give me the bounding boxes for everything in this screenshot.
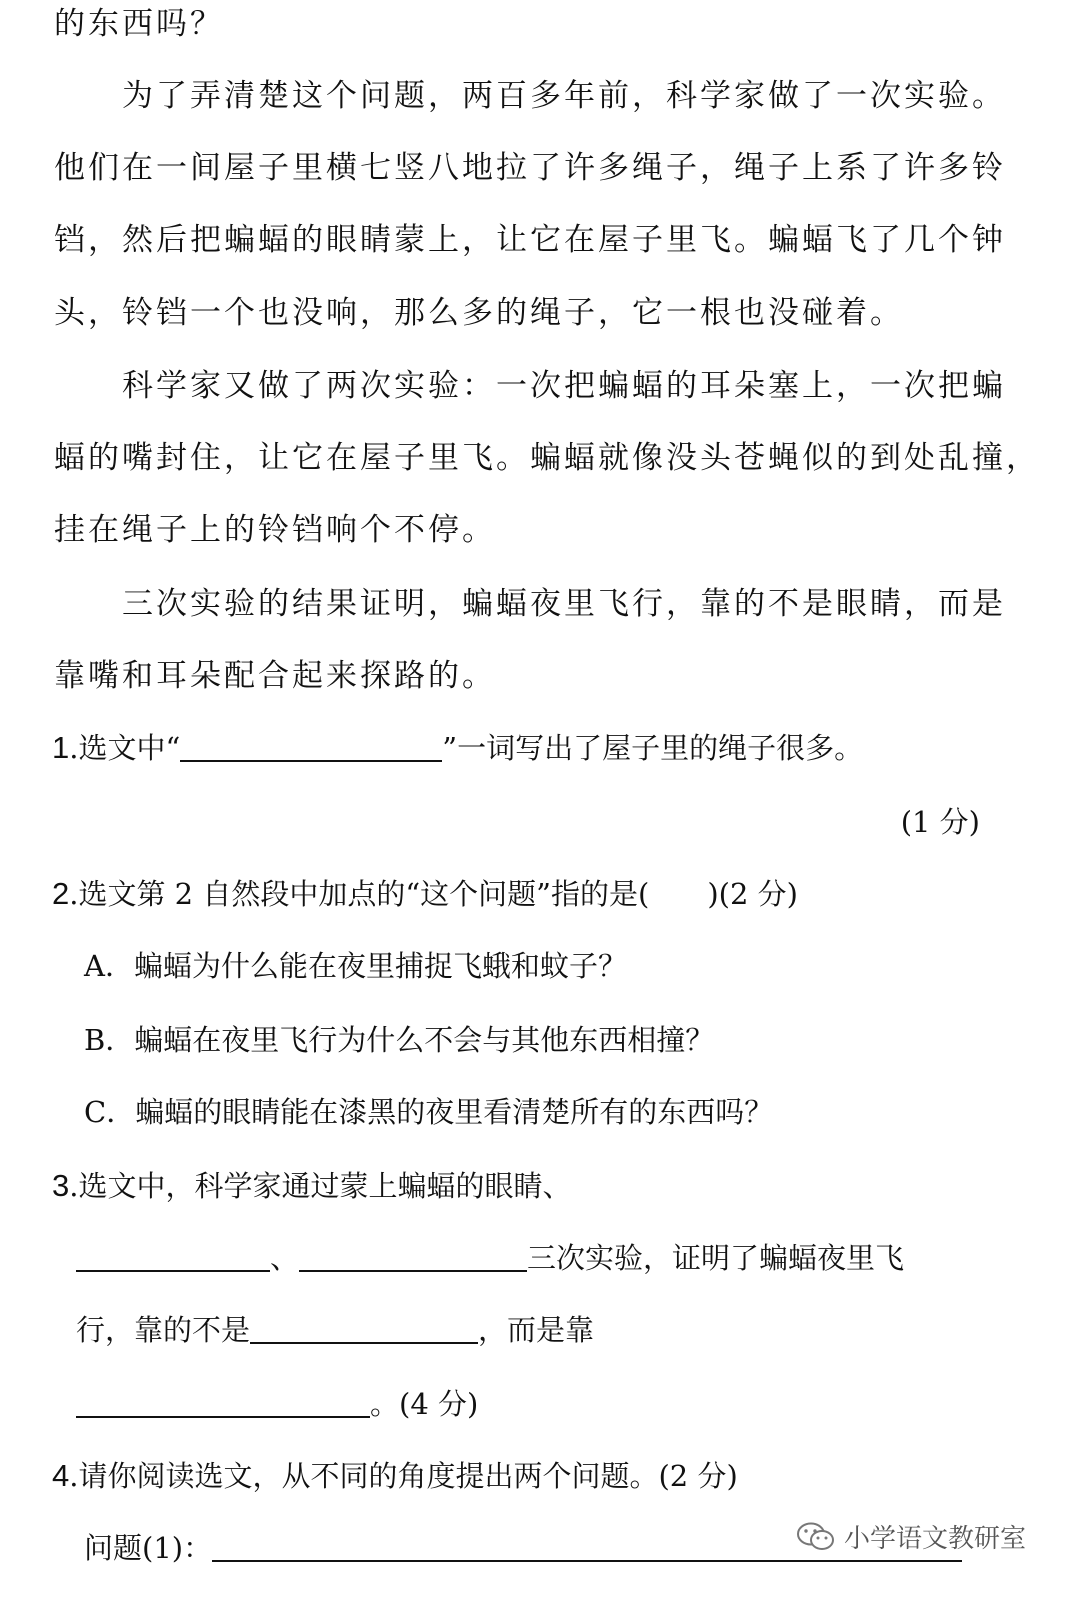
- question-number: 1: [52, 730, 70, 765]
- option-b[interactable]: B．蝙蝠在夜里飞行为什么不会与其他东西相撞？: [84, 1023, 715, 1057]
- question-3: [52, 1166, 571, 1206]
- question-text: ”一词写出了屋子里的绳子很多。: [442, 731, 864, 765]
- passage-line: 他们在一间屋子里横七竖八地拉了许多绳子，绳子上系了许多铃: [54, 150, 1006, 186]
- watermark: [796, 1518, 1026, 1555]
- watermark-text: 小学语文教研室: [843, 1524, 1026, 1554]
- question-2: [52, 874, 798, 914]
- question-text: .选文中，科学家通过蒙上蝙蝠的眼睛、: [69, 1169, 572, 1203]
- question-text: 行，靠的不是: [76, 1313, 251, 1347]
- passage-line: 的东西吗？: [54, 6, 224, 42]
- answer-blank[interactable]: [299, 1240, 527, 1272]
- question-number: 3: [52, 1168, 70, 1203]
- passage-line: 挂在绳子上的铃铛响个不停。: [54, 512, 496, 548]
- question-text: .选文第 2 自然段中加点的“这个问题”指的是( )(2 分): [69, 877, 798, 911]
- question-text: .请你阅读选文，从不同的角度提出两个问题。(2 分): [69, 1459, 738, 1493]
- passage-line: 铛，然后把蝙蝠的眼睛蒙上，让它在屋子里飞。蝙蝠飞了几个钟: [54, 222, 1006, 258]
- answer-label: 问题(1)：: [84, 1531, 213, 1565]
- passage-line: 靠嘴和耳朵配合起来探路的。: [54, 658, 496, 694]
- wechat-icon: [796, 1521, 836, 1553]
- question-3-line-3: [76, 1310, 594, 1350]
- question-1: [52, 728, 863, 768]
- option-c[interactable]: C．蝙蝠的眼睛能在漆黑的夜里看清楚所有的东西吗？: [84, 1095, 774, 1129]
- answer-blank[interactable]: [180, 730, 442, 762]
- answer-blank[interactable]: [250, 1312, 478, 1344]
- question-number: 4: [52, 1458, 70, 1493]
- question-text: 三次实验，证明了蝙蝠夜里飞: [527, 1241, 905, 1275]
- option-a[interactable]: A．蝙蝠为什么能在夜里捕捉飞蛾和蚊子？: [84, 949, 627, 983]
- question-text: .选文中“: [69, 731, 181, 765]
- question-3-line-4: [76, 1384, 478, 1424]
- question-text: ，而是靠: [478, 1313, 595, 1347]
- answer-blank[interactable]: [76, 1240, 270, 1272]
- passage-line: 三次实验的结果证明，蝙蝠夜里飞行，靠的不是眼睛，而是: [54, 586, 1006, 622]
- separator-text: 、: [270, 1241, 300, 1275]
- passage-line: 为了弄清楚这个问题，两百多年前，科学家做了一次实验。: [54, 78, 1006, 114]
- passage-line: 蝠的嘴封住，让它在屋子里飞。蝙蝠就像没头苍蝇似的到处乱撞，: [54, 440, 1040, 476]
- question-text: 。(4 分): [370, 1387, 479, 1421]
- question-3-line-2: [76, 1238, 904, 1278]
- question-number: 2: [52, 876, 70, 911]
- passage-line: 头，铃铛一个也没响，那么多的绳子，它一根也没碰着。: [54, 295, 904, 331]
- question-4: [52, 1456, 738, 1496]
- passage-line: 科学家又做了两次实验：一次把蝙蝠的耳朵塞上，一次把蝙: [54, 368, 1006, 404]
- score-label: (1 分): [900, 805, 980, 839]
- answer-blank[interactable]: [76, 1386, 370, 1418]
